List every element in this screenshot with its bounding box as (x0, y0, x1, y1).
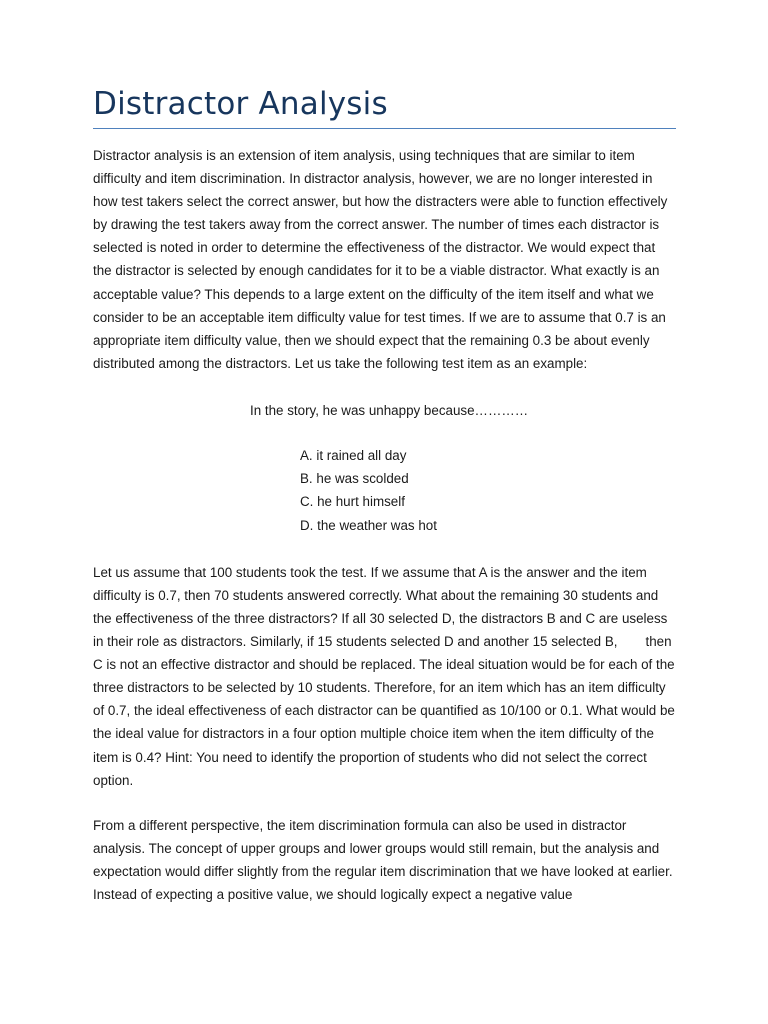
option-d: D. the weather was hot (300, 517, 437, 533)
option-b: B. he was scolded (300, 471, 409, 487)
paragraph-example (93, 561, 676, 792)
title-divider (93, 128, 676, 129)
option-c: C. he hurt himself (300, 494, 405, 510)
paragraph-example-part2: then C is not an effective distractor and should be replaced. The ideal situation would be for each of the three distractors to be selected by 10 students. Therefore, for an item which has an item difficulty of 0.7, the ideal effectiveness of each distractor can be quantified as 10/100 or 0.1. What would be the ideal value for distractors in a four option multiple choice item when the item difficulty of the item is 0.4? Hint: You need to identify the proportion of students who did not select the correct option. (93, 634, 675, 788)
paragraph-example-part1: Let us assume that 100 students took the test. If we assume that A is the answer and the item difficulty is 0.7, then 70 students answered correctly. What about the remaining 30 students and the effectiveness of the three distractors? If all 30 selected D, the distractors B and C are useless in their role as distractors. Similarly, if 15 students selected D and another 15 selected B, (93, 564, 668, 650)
answer-options-list (300, 444, 676, 537)
document-page (93, 84, 676, 906)
document-title: Distractor Analysis (93, 86, 388, 122)
paragraph-intro: Distractor analysis is an extension of item analysis, using techniques that are similar to item difficulty and item discrimination. In distractor analysis, however, we are no longer interested in how test takers select the correct answer, but how the distracters were able to function effectively by drawing the test takers away from the correct answer. The number of times each distractor is selected is noted in order to determine the effectiveness of the distractor. We would expect that the distractor is selected by enough candidates for it to be a viable distractor. What exactly is an acceptable value? This depends to a large extent on the difficulty of the item itself and what we consider to be an acceptable item difficulty value for test times. If we are to assume that 0.7 is an appropriate item difficulty value, then we should expect that the remaining 0.3 be about evenly distributed among the distractors. Let us take the following test item as an example: (93, 148, 668, 371)
option-a: A. it rained all day (300, 447, 407, 463)
paragraph-discrimination: From a different perspective, the item discrimination formula can also be used in distractor analysis. The concept of upper groups and lower groups would still remain, but the analysis and expectation would differ slightly from the regular item discrimination that we have looked at earlier. Instead of expecting a positive value, we should logically expect a negative value (93, 817, 673, 902)
test-item-question: In the story, he was unhappy because………… (250, 402, 529, 418)
